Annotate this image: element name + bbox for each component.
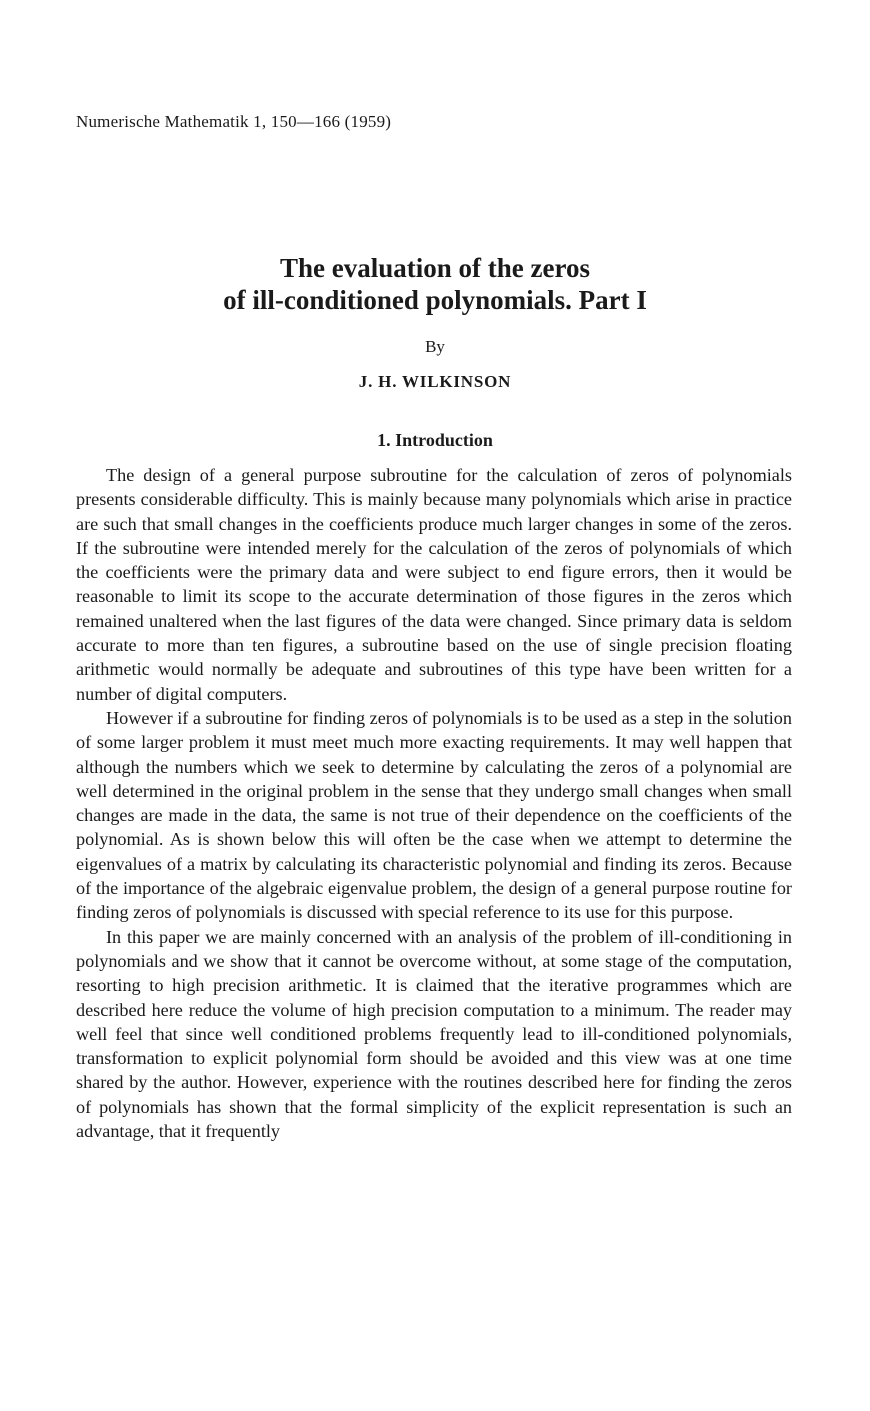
article-title-line-1: The evaluation of the zeros [280, 253, 590, 283]
paragraph-2: However if a subroutine for finding zeros of polynomials is to be used as a step in the solution of some larger problem it must meet much more exacting requirements. It may well happen that although the numbers which we seek to determine by calculating the zeros of a polynomial are well determined in the original problem in the sense that they undergo small changes when small changes are made in the data, the same is not true of their dependence on the coefficients of the polynomial. As is shown below this will often be the case when we attempt to determine the eigenvalues of a matrix by calculating its characteristic polynomial and finding its zeros. Because of the importance of the algebraic eigenvalue problem, the design of a general purpose routine for finding zeros of polynomials is discussed with special reference to its use for this purpose. [76, 707, 792, 923]
journal-citation: Numerische Mathematik 1, 150—166 (1959) [76, 112, 392, 131]
article-title-line-2: of ill-conditioned polynomials. Part I [223, 285, 647, 315]
paragraph-1: The design of a general purpose subroutine for the calculation of zeros of polynomials presents considerable difficulty. This is mainly because many polynomials which arise in practice are such that small changes in the coefficients produce much larger changes in some of the zeros. If the subroutine were intended merely for the calculation of the zeros of polynomials of which the coefficients were the primary data and were subject to end figure errors, then it would be reasonable to limit its scope to the accurate determination of those figures in the zeros which remained unaltered when the last figures of the data were changed. Since primary data is seldom accurate to more than ten figures, a subroutine based on the use of single precision floating arithmetic would normally be adequate and subroutines of this type have been written for a number of digital computers. [76, 465, 792, 704]
paragraph-3: In this paper we are mainly concerned with an analysis of the problem of ill-conditioning in polynomials and we show that it cannot be overcome without, at some stage of the computation, resorting to high precision arithmetic. It is claimed that the iterative programmes which are described here reduce the volume of high precision computation to a minimum. The reader may well feel that since well conditioned problems frequently lead to ill-conditioned polynomials, transformation to explicit polynomial form should be avoided and this view was at one time shared by the author. However, experience with the routines described here for finding the zeros of polynomials has shown that the formal simplicity of the explicit representation is such an advantage, that it frequently [76, 926, 792, 1142]
section-heading: 1. Introduction [377, 430, 493, 450]
byline-by: By [425, 337, 445, 356]
section-body [76, 463, 792, 1143]
author-name: J. H. WILKINSON [358, 372, 512, 391]
article-title [0, 252, 870, 316]
